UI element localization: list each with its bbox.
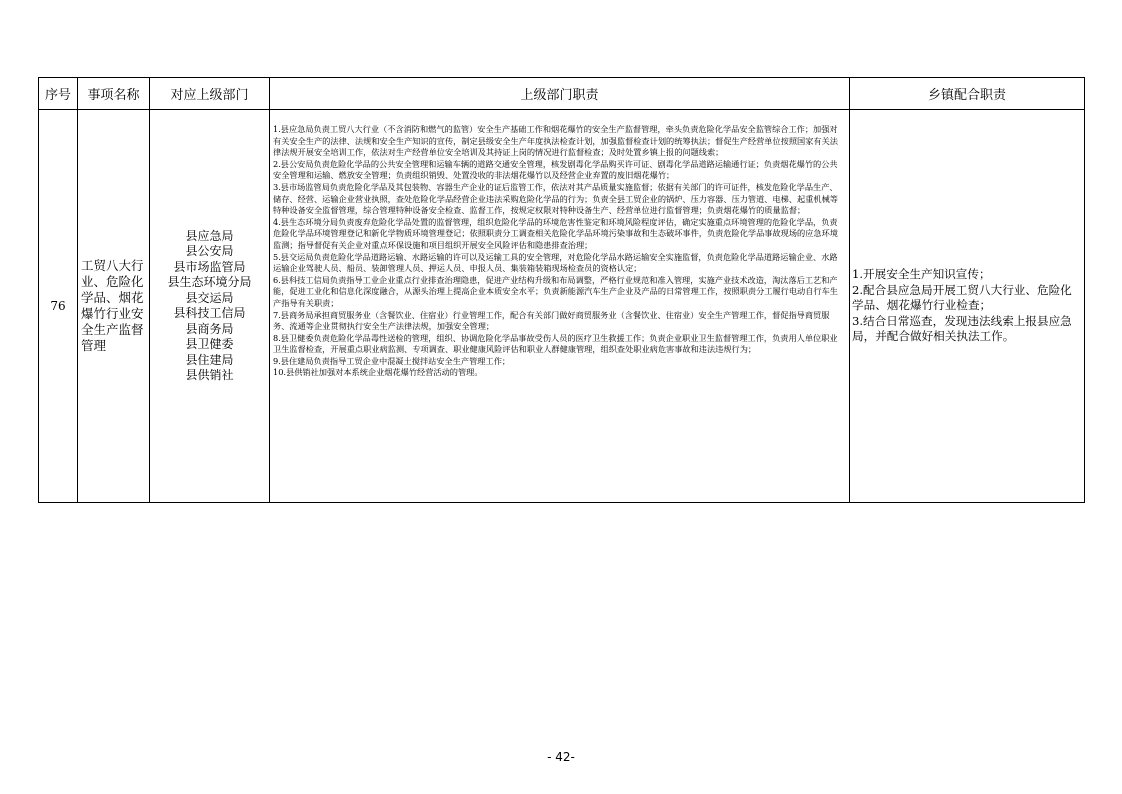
duty-item: 3.县市场监管局负责危险化学品及其包装物、容器生产企业的证后监管工作，依法对其产品质量实施监督；依据有关部门的许可证件，核发危险化学品生产、储存、经营、运输企业营业执照，查处危险化学品经营企业违法采购危险化学品的行为；负责全县工贸企业的锅炉、压力容器、压力管道、电梯、起重机械等特种设备安全监督管理，综合管理特种设备安全检查、监督工作，按规定权限对特种设备生产、经营单位进行监督管理；负责烟花爆竹的质量监督； <box>273 181 838 216</box>
department-item: 县应急局 <box>185 228 234 243</box>
header-row <box>39 78 1085 110</box>
department-item: 县公安局 <box>185 244 234 258</box>
page-number: - 42- <box>547 750 575 764</box>
duty-item: 1.县应急局负责工贸八大行业（不含消防和燃气的监管）安全生产基础工作和烟花爆竹的安全生产监督管理，牵头负责危险化学品安全监管综合工作；加强对有关安全生产的法律、法规和安全生产知识的宣传，制定县级安全生产年度执法检查计划，加强监督检查计划的统筹执法；督促生产经营单位按照国家有关法律法规开展安全培训工作，依法对生产经营单位安全培训及其持证上岗的情况进行监督检查；及时处置乡镇上报的问题线索； <box>273 124 838 158</box>
duty-item: 4.县生态环境分局负责废弃危险化学品处置的监督管理，组织危险化学品的环境危害性鉴定和环境风险程度评估，确定实施重点环境管理的危险化学品，负责危险化学品环境管理登记和新化学物质环境管理登记；依照职责分工调查相关危险化学品环境污染事故和生态破坏事件，负责危险化学品事故现场的应急环境监测；指导督促有关企业对重点环保设施和项目组织开展安全风险评估和隐患排查治理； <box>273 216 838 250</box>
department-item: 县科技工信局 <box>173 306 246 320</box>
header-no: 序号 <box>39 78 78 110</box>
header-item-name: 事项名称 <box>78 78 150 110</box>
duty-item: 9.县住建局负责指导工贸企业中混凝土搅拌站安全生产管理工作； <box>273 355 511 366</box>
header-town-duties: 乡镇配合职责 <box>850 78 1085 110</box>
duty-item: 10.县供销社加强对本系统企业烟花爆竹经营活动的管理。 <box>273 367 483 378</box>
row-number: 76 <box>39 110 78 503</box>
department-item: 县市场监管局 <box>173 259 246 274</box>
town-duties-cell <box>850 110 1085 503</box>
department-item: 县商务局 <box>185 321 234 336</box>
duty-item: 6.县科技工信局负责指导工业企业重点行业排查治理隐患，促进产业结构升级和布局调整，严格行业规范和准入管理，实施产业技术改造，淘汰落后工艺和产能，促进工业化和信息化深度融合，从源头治理上提高企业本质安全水平；负责新能源汽车生产企业及产品的日常管理工作，按照职责分工履行电动自行车生产指导有关职责； <box>273 274 838 308</box>
department-item: 县交运局 <box>185 290 234 305</box>
duty-item: 7.县商务局承担商贸服务业（含餐饮业、住宿业）行业管理工作，配合有关部门做好商贸服务业（含餐饮业、住宿业）安全生产管理工作，督促指导商贸服务、流通等企业贯彻执行安全生产法律法规，加强安全管理； <box>273 309 830 332</box>
header-department: 对应上级部门 <box>150 78 270 110</box>
item-name: 工贸八大行业、危险化学品、烟花爆竹行业安全生产监督管理 <box>78 110 150 503</box>
department-item: 县生态环境分局 <box>167 275 252 289</box>
town-duty-item: 2.配合县应急局开展工贸八大行业、危险化学品、烟花爆竹行业检查； <box>852 282 1072 313</box>
town-duty-item: 3.结合日常巡查，发现违法线索上报县应急局，并配合做好相关执法工作。 <box>852 313 1072 344</box>
town-duty-item: 1.开展安全生产知识宣传； <box>852 267 991 282</box>
duty-item: 5.县交运局负责危险化学品道路运输、水路运输的许可以及运输工具的安全管理，对危险化学品水路运输安全实施监督，负责危险化学品道路运输企业、水路运输企业驾驶人员、船员、装卸管理人员、押运人员、申报人员、集装箱装箱现场检查员的资格认定； <box>273 251 838 274</box>
department-item: 县供销社 <box>185 368 234 382</box>
department-item: 县住建局 <box>185 352 234 367</box>
table-row <box>39 110 1085 503</box>
duties-cell <box>270 110 850 503</box>
duty-item: 8.县卫健委负责危险化学品毒性送检的管理，组织、协调危险化学品事故受伤人员的医疗卫生救援工作；负责企业职业卫生监督管理工作，负责用人单位职业卫生监督检查，开展重点职业病监测、专项调查、职业健康风险评估和职业人群健康管理，组织查处职业病危害事故和违法违规行为； <box>273 332 838 355</box>
department-list <box>150 110 270 503</box>
header-duties: 上级部门职责 <box>270 78 850 110</box>
department-item: 县卫健委 <box>185 337 234 351</box>
responsibility-table <box>38 77 1085 503</box>
duty-item: 2.县公安局负责危险化学品的公共安全管理和运输车辆的道路交通安全管理，核发剧毒化学品购买许可证、剧毒化学品道路运输通行证；负责烟花爆竹的公共安全管理和运输、燃放安全管理；负责组织销毁、处置没收的非法烟花爆竹以及经营企业弃置的废旧烟花爆竹； <box>273 158 838 181</box>
